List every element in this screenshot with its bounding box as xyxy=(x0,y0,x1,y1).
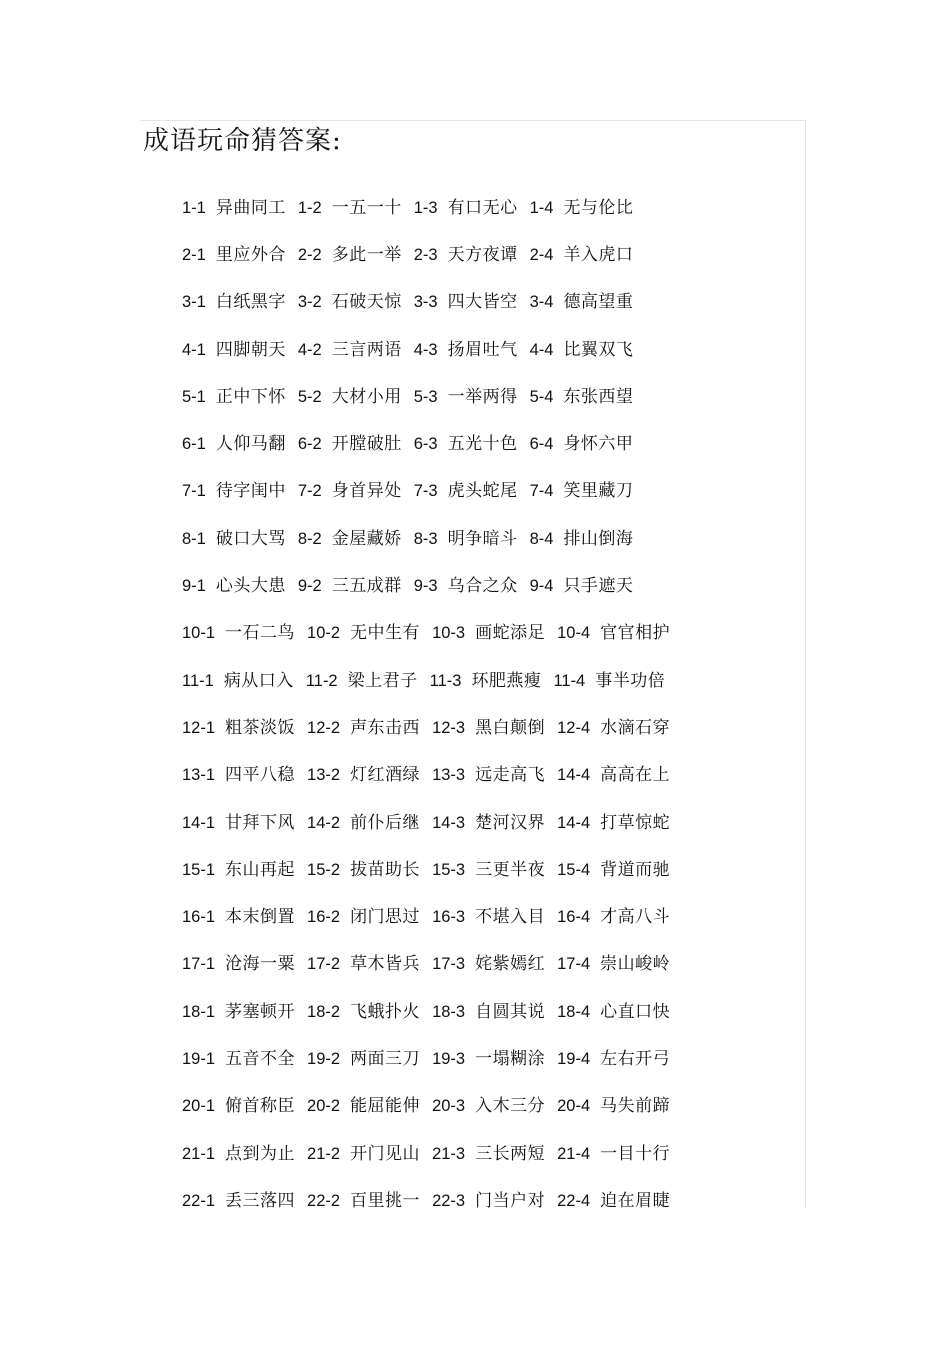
level-number: 14-3 xyxy=(432,813,466,832)
answer-entry xyxy=(306,671,418,691)
level-number: 6-4 xyxy=(529,435,554,454)
answer-entry xyxy=(307,1049,420,1069)
idiom-answer: 三五成群 xyxy=(331,576,402,597)
level-number: 14-4 xyxy=(557,813,591,832)
level-number: 1-2 xyxy=(297,198,322,217)
answer-entry xyxy=(182,718,295,738)
answer-entry xyxy=(182,1002,295,1022)
level-number: 14-2 xyxy=(307,813,341,832)
answer-entry xyxy=(414,434,518,454)
answer-entry xyxy=(298,529,402,549)
level-number: 3-4 xyxy=(529,293,554,312)
level-number: 10-3 xyxy=(432,624,466,643)
answer-entry xyxy=(530,481,634,501)
idiom-answer: 前仆后继 xyxy=(350,812,421,833)
answer-row xyxy=(182,515,782,562)
level-number: 14-1 xyxy=(182,813,216,832)
idiom-answer: 五光十色 xyxy=(447,434,518,455)
answer-entry xyxy=(557,1002,670,1022)
answer-row xyxy=(182,326,782,373)
level-number: 3-1 xyxy=(182,293,206,312)
level-number: 10-1 xyxy=(182,624,216,643)
idiom-answer: 楚河汉界 xyxy=(475,812,546,833)
answer-entry xyxy=(530,198,634,218)
idiom-answer: 三长两短 xyxy=(475,1143,546,1164)
answer-entry xyxy=(307,1096,420,1116)
level-number: 20-3 xyxy=(432,1097,466,1116)
idiom-answer: 无与伦比 xyxy=(563,197,634,218)
answer-entry xyxy=(557,623,670,643)
answer-entry xyxy=(432,623,545,643)
level-number: 10-4 xyxy=(557,624,591,643)
level-number: 19-2 xyxy=(307,1049,341,1068)
answer-entry xyxy=(432,954,545,974)
idiom-answer: 能屈能伸 xyxy=(350,1096,421,1117)
answer-entry xyxy=(307,954,420,974)
answer-row xyxy=(182,893,782,940)
level-number: 7-3 xyxy=(413,482,438,501)
answer-entry xyxy=(557,1049,670,1069)
level-number: 12-1 xyxy=(182,718,216,737)
answer-entry xyxy=(557,1096,670,1116)
idiom-answer: 梁上君子 xyxy=(347,670,418,691)
idiom-answer: 远走高飞 xyxy=(475,765,546,786)
idiom-answer: 石破天惊 xyxy=(331,292,402,313)
idiom-answer: 四脚朝天 xyxy=(215,339,286,360)
answer-entry xyxy=(557,907,670,927)
idiom-answer: 比翼双飞 xyxy=(563,339,634,360)
level-number: 13-3 xyxy=(432,766,466,785)
level-number: 8-4 xyxy=(529,529,554,548)
level-number: 16-3 xyxy=(432,908,466,927)
idiom-answer: 四平八稳 xyxy=(225,765,296,786)
answer-entry xyxy=(182,907,295,927)
idiom-answer: 闭门思过 xyxy=(350,907,421,928)
answer-entry xyxy=(414,481,518,501)
answer-entry xyxy=(298,292,402,312)
idiom-answer: 笑里藏刀 xyxy=(563,481,634,502)
idiom-answer: 一塌糊涂 xyxy=(475,1048,546,1069)
level-number: 9-1 xyxy=(182,577,206,596)
level-number: 15-4 xyxy=(557,860,591,879)
level-number: 1-3 xyxy=(413,198,438,217)
level-number: 4-3 xyxy=(413,340,438,359)
answer-entry xyxy=(307,907,420,927)
level-number: 17-1 xyxy=(182,955,216,974)
level-number: 5-4 xyxy=(529,387,554,406)
idiom-answer: 明争暗斗 xyxy=(447,528,518,549)
idiom-answer: 一石二鸟 xyxy=(225,623,296,644)
answer-entry xyxy=(557,860,670,880)
level-number: 22-2 xyxy=(307,1191,341,1210)
level-number: 1-1 xyxy=(182,198,206,217)
level-number: 13-2 xyxy=(307,766,341,785)
idiom-answer: 三言两语 xyxy=(331,339,402,360)
idiom-answer: 事半功倍 xyxy=(595,670,666,691)
idiom-answer: 官官相护 xyxy=(600,623,671,644)
level-number: 7-1 xyxy=(182,482,206,501)
answer-entry xyxy=(298,434,402,454)
level-number: 12-3 xyxy=(432,718,466,737)
answer-entry xyxy=(298,340,402,360)
answer-entry xyxy=(182,529,286,549)
idiom-answer: 虎头蛇尾 xyxy=(447,481,518,502)
level-number: 7-4 xyxy=(529,482,554,501)
answer-entry xyxy=(414,576,518,596)
level-number: 17-4 xyxy=(557,955,591,974)
answer-row xyxy=(182,562,782,609)
idiom-answer: 三更半夜 xyxy=(475,859,546,880)
answer-entry xyxy=(432,1191,545,1211)
idiom-answer: 一五一十 xyxy=(331,197,402,218)
level-number: 11-3 xyxy=(429,671,462,690)
answer-entry xyxy=(432,1049,545,1069)
level-number: 11-4 xyxy=(553,671,586,690)
level-number: 9-4 xyxy=(529,577,554,596)
idiom-answer: 里应外合 xyxy=(215,244,286,265)
level-number: 6-3 xyxy=(413,435,438,454)
answer-entry xyxy=(414,340,518,360)
level-number: 17-3 xyxy=(432,955,466,974)
answer-entry xyxy=(307,765,420,785)
level-number: 5-1 xyxy=(182,387,206,406)
answer-row xyxy=(182,846,782,893)
level-number: 19-1 xyxy=(182,1049,216,1068)
level-number: 22-3 xyxy=(432,1191,466,1210)
answer-entry xyxy=(557,1144,670,1164)
idiom-answer: 高高在上 xyxy=(600,765,671,786)
answer-entry xyxy=(557,954,670,974)
idiom-answer: 乌合之众 xyxy=(447,576,518,597)
level-number: 1-4 xyxy=(529,198,554,217)
idiom-answer: 多此一举 xyxy=(331,244,402,265)
answer-entry xyxy=(182,671,294,691)
idiom-answer: 开门见山 xyxy=(350,1143,421,1164)
level-number: 9-3 xyxy=(413,577,438,596)
idiom-answer: 四大皆空 xyxy=(447,292,518,313)
answer-entry xyxy=(182,387,286,407)
level-number: 13-1 xyxy=(182,766,216,785)
idiom-answer: 正中下怀 xyxy=(215,386,286,407)
level-number: 20-4 xyxy=(557,1097,591,1116)
answer-row xyxy=(182,1035,782,1082)
answer-entry xyxy=(414,529,518,549)
level-number: 8-2 xyxy=(297,529,322,548)
answer-row xyxy=(182,373,782,420)
answer-entry xyxy=(182,1049,295,1069)
idiom-answer: 扬眉吐气 xyxy=(447,339,518,360)
answer-entry xyxy=(182,623,295,643)
answer-entry xyxy=(430,671,542,691)
idiom-answer: 身怀六甲 xyxy=(563,434,634,455)
idiom-answer: 大材小用 xyxy=(331,386,402,407)
answer-entry xyxy=(432,907,545,927)
level-number: 21-1 xyxy=(182,1144,216,1163)
idiom-answer: 白纸黑字 xyxy=(215,292,286,313)
answer-entry xyxy=(298,576,402,596)
answer-entry xyxy=(414,198,518,218)
answer-row xyxy=(182,1083,782,1130)
answer-entry xyxy=(307,1191,420,1211)
answer-entry xyxy=(432,813,545,833)
level-number: 2-1 xyxy=(182,245,206,264)
idiom-answer: 待字闺中 xyxy=(215,481,286,502)
idiom-answer: 心直口快 xyxy=(600,1001,671,1022)
level-number: 5-2 xyxy=(297,387,322,406)
answer-row xyxy=(182,184,782,231)
answer-entry xyxy=(530,245,634,265)
document-title: 成语玩命猜答案: xyxy=(143,126,342,156)
idiom-answer: 背道而驰 xyxy=(600,859,671,880)
idiom-answer: 草木皆兵 xyxy=(350,954,421,975)
idiom-answer: 开膛破肚 xyxy=(331,434,402,455)
level-number: 4-4 xyxy=(529,340,554,359)
answer-entry xyxy=(530,434,634,454)
idiom-answer: 崇山峻岭 xyxy=(600,954,671,975)
idiom-answer: 东张西望 xyxy=(563,386,634,407)
answer-entry xyxy=(414,387,518,407)
answer-entry xyxy=(414,245,518,265)
idiom-answer: 异曲同工 xyxy=(215,197,286,218)
answer-entry xyxy=(182,1191,295,1211)
answer-entry xyxy=(182,198,286,218)
level-number: 20-1 xyxy=(182,1097,216,1116)
level-number: 18-2 xyxy=(307,1002,341,1021)
answer-entry xyxy=(298,198,402,218)
idiom-answer: 拔苗助长 xyxy=(350,859,421,880)
idiom-answer: 五音不全 xyxy=(225,1048,296,1069)
idiom-answer: 黑白颠倒 xyxy=(475,717,546,738)
answer-entry xyxy=(182,765,295,785)
answer-row xyxy=(182,752,782,799)
answer-entry xyxy=(182,813,295,833)
level-number: 17-2 xyxy=(307,955,341,974)
answer-row xyxy=(182,1130,782,1177)
level-number: 16-4 xyxy=(557,908,591,927)
answer-entry xyxy=(182,1096,295,1116)
idiom-answer: 人仰马翻 xyxy=(215,434,286,455)
idiom-answer: 茅塞顿开 xyxy=(225,1001,296,1022)
idiom-answer: 一举两得 xyxy=(447,386,518,407)
level-number: 9-2 xyxy=(297,577,322,596)
idiom-answer: 迫在眉睫 xyxy=(600,1190,671,1211)
answer-entry xyxy=(557,718,670,738)
answer-entry xyxy=(557,1191,670,1211)
answer-entry xyxy=(432,1144,545,1164)
level-number: 14-4 xyxy=(557,766,591,785)
idiom-answer: 两面三刀 xyxy=(350,1048,421,1069)
answer-entry xyxy=(557,765,670,785)
answer-row xyxy=(182,279,782,326)
answer-entry xyxy=(298,387,402,407)
answer-row xyxy=(182,657,782,704)
idiom-answer: 打草惊蛇 xyxy=(600,812,671,833)
answer-entry xyxy=(182,1144,295,1164)
answer-entry xyxy=(182,292,286,312)
answer-entry xyxy=(530,387,634,407)
idiom-answer: 破口大骂 xyxy=(215,528,286,549)
answer-entry xyxy=(432,765,545,785)
level-number: 16-1 xyxy=(182,908,216,927)
level-number: 11-1 xyxy=(182,671,214,690)
idiom-answer: 身首异处 xyxy=(331,481,402,502)
idiom-answer: 丢三落四 xyxy=(225,1190,296,1211)
answer-row xyxy=(182,941,782,988)
answer-entry xyxy=(307,1002,420,1022)
level-number: 18-3 xyxy=(432,1002,466,1021)
idiom-answer: 灯红酒绿 xyxy=(350,765,421,786)
idiom-answer: 有口无心 xyxy=(447,197,518,218)
level-number: 18-1 xyxy=(182,1002,216,1021)
idiom-answer: 本末倒置 xyxy=(225,907,296,928)
answer-entry xyxy=(557,813,670,833)
level-number: 7-2 xyxy=(297,482,322,501)
answer-row xyxy=(182,420,782,467)
level-number: 21-2 xyxy=(307,1144,341,1163)
level-number: 19-3 xyxy=(432,1049,466,1068)
idiom-answer: 一目十行 xyxy=(600,1143,671,1164)
answer-entry xyxy=(307,718,420,738)
level-number: 21-3 xyxy=(432,1144,466,1163)
answer-entry xyxy=(307,860,420,880)
answer-entry xyxy=(414,292,518,312)
level-number: 3-3 xyxy=(413,293,438,312)
answer-entry xyxy=(307,813,420,833)
answer-entry xyxy=(182,481,286,501)
answer-entry xyxy=(182,434,286,454)
level-number: 18-4 xyxy=(557,1002,591,1021)
idiom-answer: 沧海一粟 xyxy=(225,954,296,975)
answer-entry xyxy=(182,340,286,360)
idiom-answer: 左右开弓 xyxy=(600,1048,671,1069)
answer-entry xyxy=(182,860,295,880)
idiom-answer: 无中生有 xyxy=(350,623,421,644)
answer-list xyxy=(182,184,782,1225)
idiom-answer: 水滴石穿 xyxy=(600,717,671,738)
level-number: 8-1 xyxy=(182,529,206,548)
idiom-answer: 金屋藏娇 xyxy=(331,528,402,549)
idiom-answer: 自圆其说 xyxy=(475,1001,546,1022)
idiom-answer: 德高望重 xyxy=(563,292,634,313)
idiom-answer: 羊入虎口 xyxy=(563,244,634,265)
answer-entry xyxy=(530,529,634,549)
answer-row xyxy=(182,1177,782,1224)
answer-row xyxy=(182,988,782,1035)
idiom-answer: 才高八斗 xyxy=(600,907,671,928)
idiom-answer: 环肥燕瘦 xyxy=(471,670,542,691)
idiom-answer: 天方夜谭 xyxy=(447,244,518,265)
level-number: 20-2 xyxy=(307,1097,341,1116)
answer-entry xyxy=(432,860,545,880)
idiom-answer: 甘拜下风 xyxy=(225,812,296,833)
idiom-answer: 粗茶淡饭 xyxy=(225,717,296,738)
answer-entry xyxy=(182,576,286,596)
level-number: 22-1 xyxy=(182,1191,216,1210)
answer-entry xyxy=(182,245,286,265)
level-number: 15-1 xyxy=(182,860,216,879)
idiom-answer: 病从口入 xyxy=(223,670,294,691)
level-number: 2-2 xyxy=(297,245,322,264)
answer-row xyxy=(182,468,782,515)
answer-row xyxy=(182,799,782,846)
answer-entry xyxy=(298,481,402,501)
answer-row xyxy=(182,231,782,278)
level-number: 6-1 xyxy=(182,435,206,454)
idiom-answer: 点到为止 xyxy=(225,1143,296,1164)
idiom-answer: 排山倒海 xyxy=(563,528,634,549)
level-number: 12-4 xyxy=(557,718,591,737)
answer-entry xyxy=(432,718,545,738)
level-number: 10-2 xyxy=(307,624,341,643)
level-number: 8-3 xyxy=(413,529,438,548)
level-number: 15-2 xyxy=(307,860,341,879)
level-number: 15-3 xyxy=(432,860,466,879)
level-number: 22-4 xyxy=(557,1191,591,1210)
level-number: 21-4 xyxy=(557,1144,591,1163)
answer-row xyxy=(182,610,782,657)
idiom-answer: 东山再起 xyxy=(225,859,296,880)
idiom-answer: 飞蛾扑火 xyxy=(350,1001,421,1022)
answer-entry xyxy=(307,623,420,643)
level-number: 2-3 xyxy=(413,245,438,264)
answer-row xyxy=(182,704,782,751)
answer-entry xyxy=(530,292,634,312)
idiom-answer: 俯首称臣 xyxy=(225,1096,296,1117)
idiom-answer: 门当户对 xyxy=(475,1190,546,1211)
level-number: 12-2 xyxy=(307,718,341,737)
level-number: 16-2 xyxy=(307,908,341,927)
answer-entry xyxy=(553,671,665,691)
level-number: 5-3 xyxy=(413,387,438,406)
level-number: 4-1 xyxy=(182,340,206,359)
level-number: 11-2 xyxy=(305,671,338,690)
idiom-answer: 百里挑一 xyxy=(350,1190,421,1211)
idiom-answer: 声东击西 xyxy=(350,717,421,738)
answer-entry xyxy=(530,576,634,596)
idiom-answer: 不堪入目 xyxy=(475,907,546,928)
level-number: 4-2 xyxy=(297,340,322,359)
idiom-answer: 马失前蹄 xyxy=(600,1096,671,1117)
answer-entry xyxy=(307,1144,420,1164)
idiom-answer: 只手遮天 xyxy=(563,576,634,597)
level-number: 6-2 xyxy=(297,435,322,454)
idiom-answer: 心头大患 xyxy=(215,576,286,597)
answer-entry xyxy=(432,1002,545,1022)
level-number: 3-2 xyxy=(297,293,322,312)
idiom-answer: 入木三分 xyxy=(475,1096,546,1117)
level-number: 19-4 xyxy=(557,1049,591,1068)
answer-entry xyxy=(432,1096,545,1116)
level-number: 2-4 xyxy=(529,245,554,264)
idiom-answer: 姹紫嫣红 xyxy=(475,954,546,975)
answer-entry xyxy=(530,340,634,360)
answer-entry xyxy=(182,954,295,974)
idiom-answer: 画蛇添足 xyxy=(475,623,546,644)
answer-entry xyxy=(298,245,402,265)
